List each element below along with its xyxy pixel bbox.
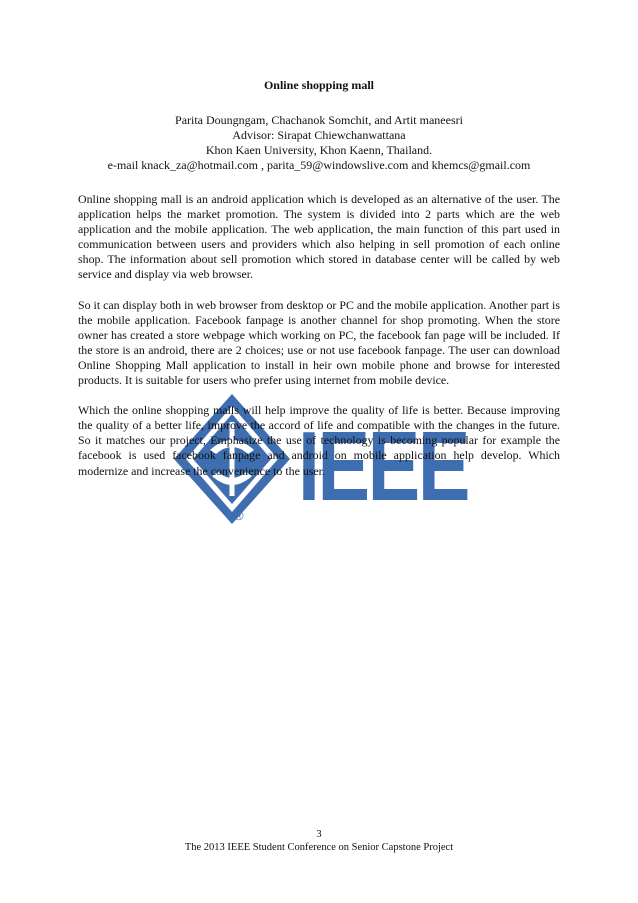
conference-footer: The 2013 IEEE Student Conference on Senior Capstone Project: [184, 842, 454, 853]
paragraph: Online shopping mall is an android application which is developed as an alternative of the user. The application helps the market promotion. The system is divided into 2 parts which are the web application and the mobile application. The web application, the main function of this part used in communication between users and providers which also helping in sell promotion of each online shop. The information about sell promotion which stored in database center will be called by web service and display via web browser.: [78, 192, 560, 282]
paragraph: Which the online shopping malls will help improve the quality of life is better. Because improving the quality of a better life, improve the accord of life and compatible with the changes in the future. So it matches our project, Emphasize the use of technology is becoming popular for example the facebook is used facebook fanpage and android on mobile application help develop. Which modernize and increase the convenience to the user.: [78, 403, 560, 478]
advisor: Advisor: Sirapat Chiewchanwattana: [232, 128, 406, 142]
paper-title: Online shopping mall: [263, 78, 375, 92]
authors: Parita Doungngam, Chachanok Somchit, and Artit maneesri: [175, 113, 463, 127]
email-line: e-mail knack_za@hotmail.com , parita_59@windowslive.com and khemcs@gmail.com: [107, 158, 531, 172]
paragraph: So it can display both in web browser from desktop or PC and the mobile application. Another part is the mobile application. Facebook fanpage is another channel for shop promoting. When the store owner has created a store webpage which working on PC, the facebook fan page will be included. If the store is an android, there are 2 choices; use or not use facebook fanpage. The user can download Online Shopping Mall application to install in heir own mobile phone and browse for interested products. It is suitable for users who prefer using internet from mobile device.: [78, 297, 560, 388]
affiliation: Khon Kaen University, Khon Kaenn, Thailand.: [205, 143, 433, 157]
abstract-body: [78, 192, 560, 479]
registered-mark: ®: [234, 508, 244, 523]
page-number: 3: [316, 829, 322, 840]
byline: [78, 113, 560, 173]
paper-page: [78, 78, 560, 494]
ieee-logo-text: IEEE: [298, 411, 468, 521]
